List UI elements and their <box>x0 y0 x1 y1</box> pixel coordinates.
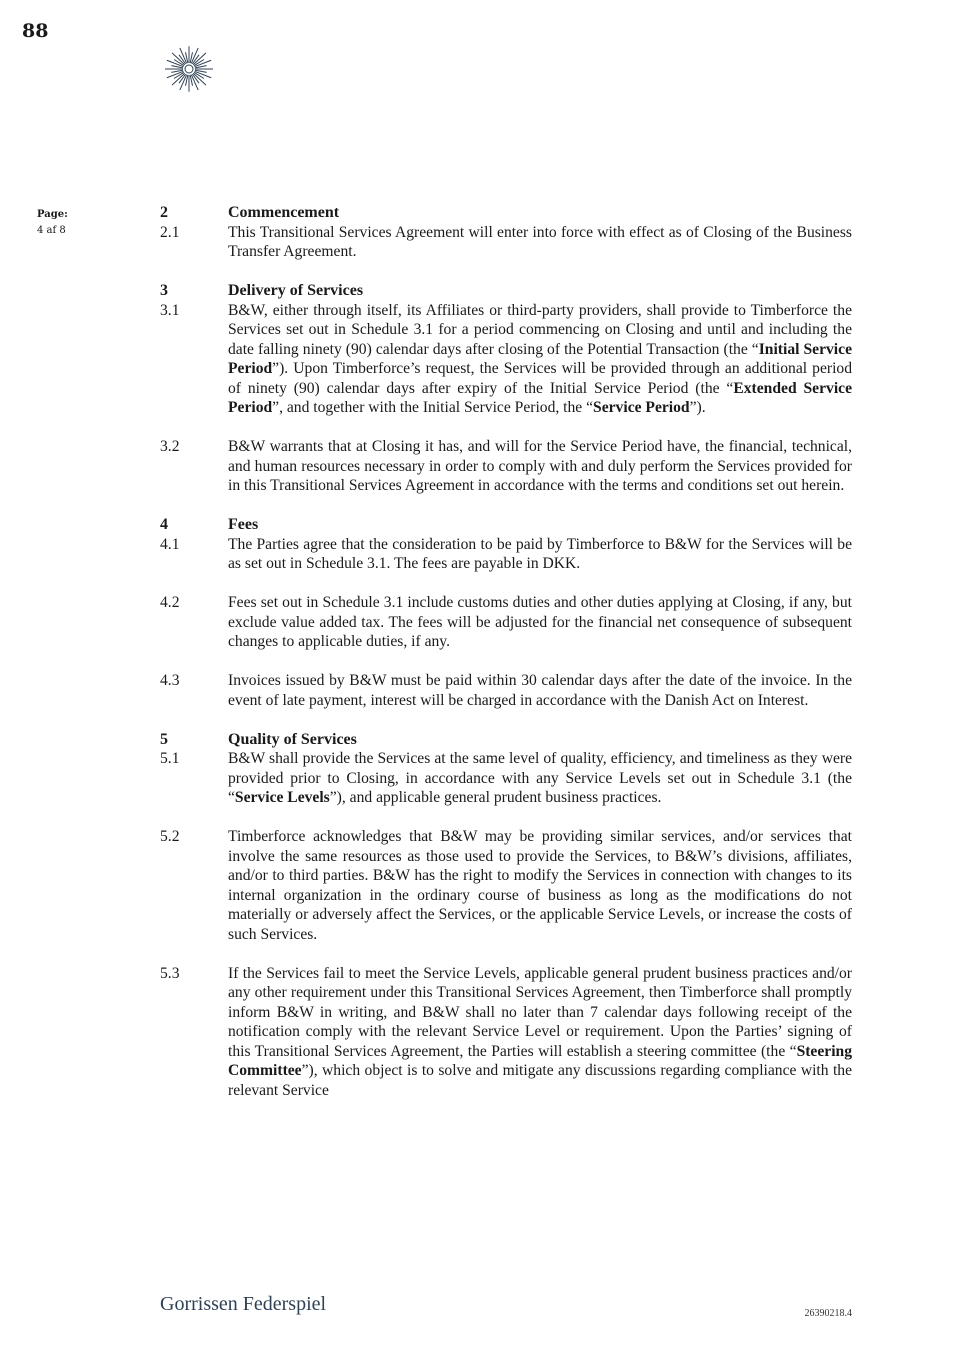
clause-text <box>228 964 852 1101</box>
clause <box>160 964 852 1101</box>
page-label: Page: <box>37 209 68 220</box>
clause-text-run: Fees set out in Schedule 3.1 include customs duties and other duties applying at Closing, if any, but exclude value added tax. The fees will be adjusted for the financial net consequence of subsequent changes to applicable duties, if any. <box>228 594 852 650</box>
clause-text <box>228 827 852 944</box>
clause <box>160 749 852 808</box>
page-number: 88 <box>22 20 49 42</box>
clause-text <box>228 671 852 710</box>
section-title: Commencement <box>228 204 340 221</box>
clause-text-run: Invoices issued by B&W must be paid within 30 calendar days after the date of the invoice. In the event of late payment, interest will be charged in accordance with the Danish Act on Interest. <box>228 672 852 709</box>
section-number: 5 <box>160 730 168 748</box>
document-body <box>160 203 852 1100</box>
document-id: 26390218.4 <box>804 1308 852 1319</box>
defined-term: Steering Committee <box>228 1042 852 1079</box>
clause <box>160 593 852 652</box>
clause-number: 5.1 <box>160 750 180 767</box>
clause-text-run: B&W warrants that at Closing it has, and will for the Service Period have, the financial, technical, and human resources necessary in order to comply with and duly perform the Services provided for in this Transitional Services Agreement in accordance with the terms and conditions set out herein. <box>228 438 852 494</box>
clause-number: 4.3 <box>160 672 180 689</box>
sunburst-logo-icon <box>160 44 218 94</box>
clause-text-run: ”, and together with the Initial Service Period, the “ <box>272 399 594 416</box>
clause-text-run: ”), which object is to solve and mitigate any discussions regarding compliance with the relevant Service <box>228 1062 852 1099</box>
clause <box>160 535 852 574</box>
clause-text-run: This Transitional Services Agreement will enter into force with effect as of Closing of the Business Transfer Agreement. <box>228 223 852 260</box>
clause-text-run: If the Services fail to meet the Service Levels, applicable general prudent business practices and/or any other requirement under this Transitional Services Agreement, then Timberforce shall promptly inform B&W in writing, and B&W shall no later than 7 calendar days following receipt of the notification comply with the relevant Service Level or requirement. Upon the Parties’ signing of this Transitional Services Agreement, the Parties will establish a steering committee (the “ <box>228 964 852 1060</box>
clause <box>160 301 852 418</box>
section-number: 4 <box>160 516 168 533</box>
section-heading <box>160 281 852 301</box>
defined-term: Extended Service Period <box>228 379 852 416</box>
clause-text-run: B&W shall provide the Services at the same level of quality, efficiency, and timeliness as they were provided prior to Closing, in accordance with any Service Levels set out in Schedule 3.1 (the “ <box>228 750 852 806</box>
clause <box>160 437 852 496</box>
clause-text-run: B&W, either through itself, its Affiliates or third-party providers, shall provide to Timberforce the Services set out in Schedule 3.1 for a period commencing on Closing and until and including the date falling ninety (90) calendar days after closing of the Potential Transaction (the “ <box>228 301 852 358</box>
clause-text-run: Timberforce acknowledges that B&W may be providing similar services, and/or services that involve the same resources as those used to provide the Services, to B&W’s divisions, affiliates, and/or to third parties. B&W has the right to modify the Services in connection with changes to its internal organization in the ordinary course of business as long as the modifications do not materially or adversely affect the Services, or the applicable Service Levels, or increase the costs of such Services. <box>228 828 852 943</box>
clause <box>160 827 852 944</box>
page-indicator <box>37 207 68 239</box>
clause-text-run: ”). <box>689 399 706 416</box>
section-title: Delivery of Services <box>228 282 364 299</box>
defined-term: Service Levels <box>234 789 330 806</box>
clause-text-run: ”). Upon Timberforce’s request, the Services will be provided through an additional period of ninety (90) calendar days after expiry of the Initial Service Period (the “ <box>228 360 852 397</box>
clause-number: 3.1 <box>160 301 180 319</box>
section-heading <box>160 730 852 750</box>
clause-number: 4.2 <box>160 594 180 611</box>
section-heading <box>160 203 852 223</box>
clause-text <box>228 593 852 652</box>
clause-text-run: The Parties agree that the consideration to be paid by Timberforce to B&W for the Services will be as set out in Schedule 3.1. The fees are payable in DKK. <box>228 535 852 572</box>
clause-number: 3.2 <box>160 438 180 455</box>
section-number: 2 <box>160 204 168 221</box>
clause-text <box>228 749 852 808</box>
section-heading <box>160 515 852 535</box>
clause-text <box>228 535 852 574</box>
section-number: 3 <box>160 282 168 299</box>
footer-brand: Gorrissen Federspiel <box>160 1293 327 1315</box>
defined-term: Initial Service Period <box>228 340 852 377</box>
defined-term: Service Period <box>593 399 690 416</box>
clause-number: 2.1 <box>160 223 180 241</box>
page-of: 4 af 8 <box>37 225 66 236</box>
section-title: Quality of Services <box>228 730 357 748</box>
clause-text-run: ”), and applicable general prudent business practices. <box>329 789 662 806</box>
section-title: Fees <box>228 516 259 533</box>
clause-text <box>228 301 852 418</box>
clause <box>160 223 852 262</box>
clause-text <box>228 223 852 262</box>
clause-number: 5.3 <box>160 964 180 982</box>
clause-text <box>228 437 852 496</box>
clause <box>160 671 852 710</box>
clause-number: 5.2 <box>160 828 180 845</box>
clause-number: 4.1 <box>160 535 180 553</box>
